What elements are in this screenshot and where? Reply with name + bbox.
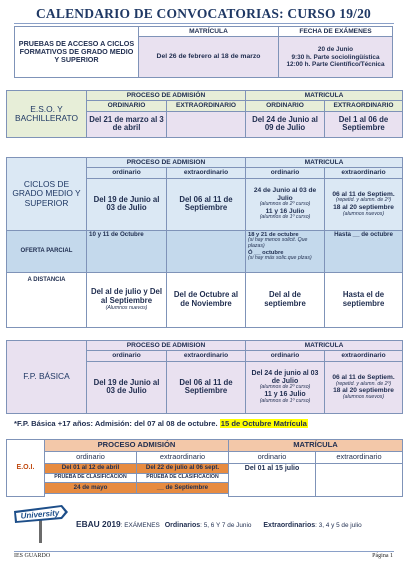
eoi-proceso-header: PROCESO ADMISIÓN xyxy=(45,440,229,452)
oferta-mat-ord-value xyxy=(246,230,325,272)
eoi-adm-ord-value: Del 01 al 12 de abril xyxy=(45,463,137,473)
eso-mat-ext-value: Del 1 al 06 de Septiembre xyxy=(325,111,403,137)
ciclos-label: CICLOS DE GRADO MEDIO Y SUPERIOR xyxy=(7,158,87,231)
pruebas-fecha-header: FECHA DE EXÁMENES xyxy=(279,27,393,37)
page-title: CALENDARIO DE CONVOCATORIAS: CURSO 19/20 xyxy=(35,6,371,21)
fpb-mat-ord-2: 11 y 16 Julio xyxy=(264,391,306,399)
fpb-adm-ordinario: ordinario xyxy=(87,351,167,361)
ciclos-proceso-header: PROCESO DE ADMISION xyxy=(87,158,246,168)
oferta-label: OFERTA PARCIAL xyxy=(7,230,87,272)
footer-rule xyxy=(14,551,394,552)
ciclos-mat-ord-value xyxy=(246,178,325,230)
footer-left: IES GUARDO xyxy=(14,553,51,559)
pruebas-matricula-header: MATRÍCULA xyxy=(139,27,279,37)
ebau-ext-label: Extraordinarios xyxy=(263,522,316,529)
ebau-ord-value: : 5, 6 Y 7 de Junio xyxy=(200,522,252,529)
eoi-table xyxy=(6,439,403,497)
eoi-adm-ext-value: Del 22 de julio al 06 sept. xyxy=(137,463,229,473)
distancia-label: A DISTANCIA xyxy=(7,272,87,327)
ciclos-adm-extraordinario: extraordinario xyxy=(167,168,246,178)
dist-adm-ext-value: Del de Octubre al de Noviembre xyxy=(167,272,246,327)
eso-table xyxy=(6,90,403,138)
oferta-mat-2: Ó __ octubre xyxy=(248,249,284,256)
fpb-mat-ord-2-note: (alumnos de 1º curso) xyxy=(259,398,311,405)
ciclos-mat-ord-2: 11 y 16 Julio xyxy=(265,207,305,215)
eoi-prueba-ext-header: PRUEBA DE CLASIFICACIÓN xyxy=(137,474,229,483)
fpb-note-text: *F.P. Básica +17 años: Admisión: del 07 al 08 de octubre. xyxy=(14,419,218,428)
ciclos-matricula-header: MATRICULA xyxy=(246,158,403,168)
ciclos-adm-ordinario: ordinario xyxy=(87,168,167,178)
pruebas-matricula-value: Del 26 de febrero al 18 de marzo xyxy=(139,37,279,78)
university-sign-icon xyxy=(12,503,70,543)
eoi-prueba-ext-value: __ de Septiembre xyxy=(137,483,229,493)
eoi-mat-extraordinario: extraordinario xyxy=(316,452,403,464)
eoi-spacer-left xyxy=(45,493,137,496)
oferta-adm-ext-value xyxy=(167,230,246,272)
eso-proceso-header: PROCESO DE ADMISIÓN xyxy=(87,91,246,101)
fpb-mat-ext-2-note: (alumnos nuevos) xyxy=(342,393,385,400)
eoi-mat-ext-value xyxy=(316,463,403,496)
pruebas-label: PRUEBAS DE ACCESO A CICLOS FORMATIVOS DE GRADO MEDIO Y SUPERIOR xyxy=(15,27,139,78)
dist-adm-ord: Del al de julio y Del al Septiembre xyxy=(90,287,163,305)
fecha-line-2: 9:30 h. Parte sociolingüística xyxy=(291,53,380,61)
eso-adm-ext-value xyxy=(167,111,246,137)
fpb-mat-ord-1: Del 24 de junio al 03 de Julio xyxy=(251,369,319,385)
ciclos-mat-ext-1-note: (repetid. y alumn. de 2º) xyxy=(335,197,392,204)
oferta-adm-value: 10 y 11 de Octubre xyxy=(87,230,167,272)
ciclos-mat-ext-value xyxy=(325,178,403,230)
ebau-line xyxy=(76,519,402,529)
eoi-matricula-header: MATRÍCULA xyxy=(229,440,403,452)
dist-mat-ext-value: Hasta el de septiembre xyxy=(325,272,403,327)
eoi-mat-ordinario: ordinario xyxy=(229,452,316,464)
fpb-mat-ord-value xyxy=(246,361,325,413)
dist-adm-ord-value xyxy=(87,272,167,327)
eso-mat-ordinario: ORDINARIO xyxy=(246,101,325,111)
oferta-mat-1: 18 y 21 de octubre xyxy=(248,231,299,238)
eoi-mat-ord-value: Del 01 al 15 julio xyxy=(229,463,316,496)
ebau-label: EBAU 2019 xyxy=(76,519,121,529)
eoi-adm-extraordinario: extraordinario xyxy=(137,452,229,464)
footer-right: Página 1 xyxy=(372,553,393,559)
ciclos-mat-ord-1-note: (alumnos de 2º curso) xyxy=(259,201,311,208)
ebau-ext-value: : 3, 4 y 5 de julio xyxy=(315,522,362,529)
ciclos-mat-ext-1: 06 al 11 de Septiem. xyxy=(332,191,395,199)
eoi-adm-ordinario: ordinario xyxy=(45,452,137,464)
ebau-ord-label: Ordinarios xyxy=(164,522,201,529)
fecha-line-1: 20 de Junio xyxy=(317,46,354,54)
ciclos-mat-ordinario: ordinario xyxy=(246,168,325,178)
ciclos-mat-ord-1: 24 de Junio al 03 de Julio xyxy=(253,187,317,202)
fpb-note-highlight: 15 de Octubre Matrícula xyxy=(220,419,307,428)
fpb-matricula-header: MATRICULA xyxy=(246,341,403,351)
fpb-mat-extraordinario: extraordinario xyxy=(325,351,403,361)
oferta-mat-2-note: (si hay más solic.que plzas) xyxy=(248,255,312,262)
ciclos-mat-ord-2-note: (alumnos de 1º curso) xyxy=(259,214,311,221)
oferta-mat-ext-value: Hasta __ de octubre xyxy=(325,230,403,272)
pruebas-table xyxy=(14,26,393,78)
fpb-adm-extraordinario: extraordinario xyxy=(167,351,246,361)
fpb-adm-ext-value: Del 06 al 11 de Septiembre xyxy=(167,361,246,413)
eso-matricula-header: MATRICULA xyxy=(246,91,403,101)
oferta-mat-1-note: (si hay menos solicit. Que plazas) xyxy=(248,237,308,250)
fpb-note xyxy=(14,419,402,428)
eso-adm-extraordinario: EXTRAORDINARIO xyxy=(167,101,246,111)
eoi-spacer-right xyxy=(137,493,229,496)
eso-adm-ord-value: Del 21 de marzo al 3 de abril xyxy=(87,111,167,137)
eso-mat-ord-value: Del 24 de Junio al 09 de Julio xyxy=(246,111,325,137)
fpb-mat-ext-value xyxy=(325,361,403,413)
fpb-mat-ordinario: ordinario xyxy=(246,351,325,361)
eoi-prueba-ord-header: PRUEBA DE CLASIFICACIÓN xyxy=(45,474,137,483)
fpb-mat-ord-1-note: (alumnos de 2º curso) xyxy=(259,384,311,391)
eoi-prueba-ord-value: 24 de mayo xyxy=(45,483,137,493)
fpb-mat-ext-1-note: (repetid. y alumn. de 2º) xyxy=(335,380,392,387)
pruebas-fecha-value xyxy=(279,37,393,78)
fecha-line-3: 12:00 h. Parte Científico/Técnica xyxy=(286,60,385,68)
ciclos-adm-ord-value: Del 19 de Junio al 03 de Julio xyxy=(87,178,167,230)
fpb-proceso-header: PROCESO DE ADMISION xyxy=(87,341,246,351)
eoi-label: E.O.I. xyxy=(7,440,45,497)
ciclos-mat-ext-2: 18 al 20 septiembre xyxy=(333,204,394,212)
eso-label: E.S.O. Y BACHILLERATO xyxy=(7,91,87,138)
ebau-rest: : EXÁMENES xyxy=(120,522,160,529)
fpb-mat-ext-1: 06 al 11 de Septiem. xyxy=(332,374,395,382)
fpb-adm-ord-value: Del 19 de Junio al 03 de Julio xyxy=(87,361,167,413)
fpb-mat-ext-2: 18 al 20 septiembre xyxy=(333,387,394,395)
eso-mat-extraordinario: EXTRAORDINARIO xyxy=(325,101,403,111)
ciclos-mat-ext-2-note: (alumnos nuevos) xyxy=(342,210,385,217)
ciclos-table xyxy=(6,157,403,328)
eso-adm-ordinario: ORDINARIO xyxy=(87,101,167,111)
fpb-table xyxy=(6,340,403,414)
title-rule xyxy=(14,23,394,24)
ciclos-adm-ext-value: Del 06 al 11 de Septiembre xyxy=(167,178,246,230)
dist-adm-ord-note: (Alumnos nuevos) xyxy=(105,304,148,311)
dist-mat-ord-value: Del al de septiembre xyxy=(246,272,325,327)
university-sign-text: University xyxy=(20,508,60,521)
fpb-label: F.P. BÁSICA xyxy=(7,341,87,414)
ciclos-mat-extraordinario: extraordinario xyxy=(325,168,403,178)
